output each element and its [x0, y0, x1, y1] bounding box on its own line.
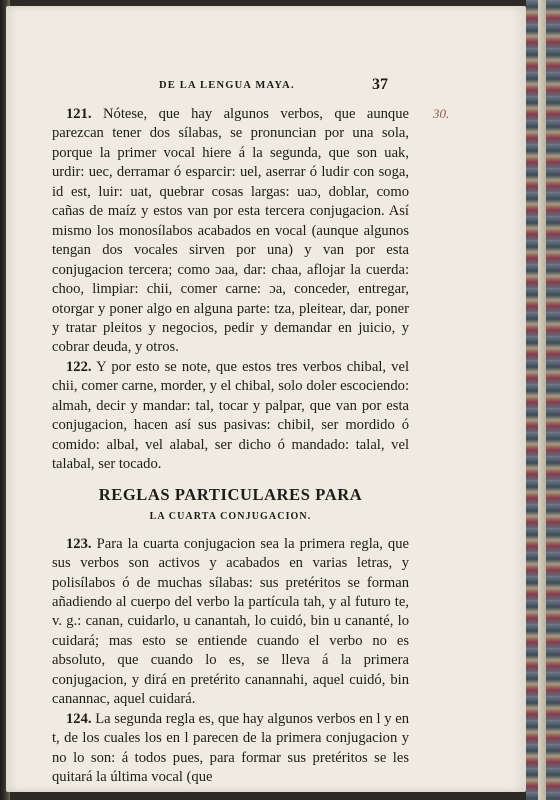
paragraph-text: Y por esto se note, que estos tres verbos chibal, vel chii, comer carne, morder, y el chibal, solo doler escociendo: almah, decir y mandar: tal, tocar y palpar, que van por esta conjugacion, hacen así sus pasivas: chibil, ser mordido ó comido: albal, vel alabal, ser dicho ó mandado: talal, vel talabal, ser tocado.: [52, 358, 410, 473]
paragraph-121: [52, 105, 409, 358]
section-subtitle: LA CUARTA CONJUGACION.: [149, 510, 312, 522]
paragraph-124: [52, 710, 409, 788]
book-page: [6, 6, 526, 792]
paragraph-number: 121.: [66, 106, 92, 122]
paragraph-text: Nótese, que hay algunos verbos, que aunque parezcan tener dos sílabas, se pronuncian por una sola, porque la primer vocal hiere á la segunda, que son uak, urdir: uec, derramar ó esparcir: uel, aserrar ó ludir con soga, id est, luir: uat, quebrar cosas largas: uaɔ, doblar, como cañas de maíz y estos van por esta tercera conjugacion. Así mismo los monosílabos acabados en vocal (aunque algunos tengan dos vocales sirven por una) y van por esta conjugacion tercera; como ɔaa, dar: chaa, aflojar la cuerda: choo, limpiar: chii, comer carne: ɔa, conceder, entregar, otorgar y poner algo en alguna parte: tza, pleitear, dar, poner y tratar pleitos y negocios, pedir y demandar en juicio, y cobrar deuda, y otros.: [52, 106, 410, 356]
paragraph-122: [52, 358, 409, 475]
running-title: DE LA LENGUA MAYA.: [159, 80, 295, 91]
paragraph-123: [52, 535, 409, 710]
paragraph-text: Para la cuarta conjugacion sea la primera regla, que sus verbos son activos y acabados en varias letras, y polisílabos ó de muchas sílabas: sus pretéritos se forman añadiendo al cuerpo del verbo la partícula tah, y al futuro te, v. g.: canan, cuidarlo, u canantah, lo cuidó, bin u cananté, lo cuidará; mas esto se entiende cuando el verbo no es absoluto, que cuando lo es, se lleva á la primera conjugacion, y dirá en pretérito canannahi, aquel cuidó, bin canannac, aquel cuidará.: [52, 535, 410, 708]
running-header: [6, 76, 526, 96]
section-title: REGLAS PARTICULARES PARA: [98, 484, 363, 504]
handwritten-margin-note: 30.: [433, 106, 450, 121]
page-number: 37: [372, 76, 388, 93]
page-body: [52, 105, 409, 788]
paragraph-text: La segunda regla es, que hay algunos verbos en l y en t, de los cuales los en l parecen de la primera conjugacion y no lo son: á todos pues, para formar sus pretéritos se les quitará la última vocal (que: [52, 710, 409, 786]
paragraph-number: 124.: [66, 710, 92, 727]
paragraph-number: 122.: [66, 358, 92, 375]
paragraph-number: 123.: [66, 535, 92, 552]
page-edge-paper: [538, 0, 546, 800]
